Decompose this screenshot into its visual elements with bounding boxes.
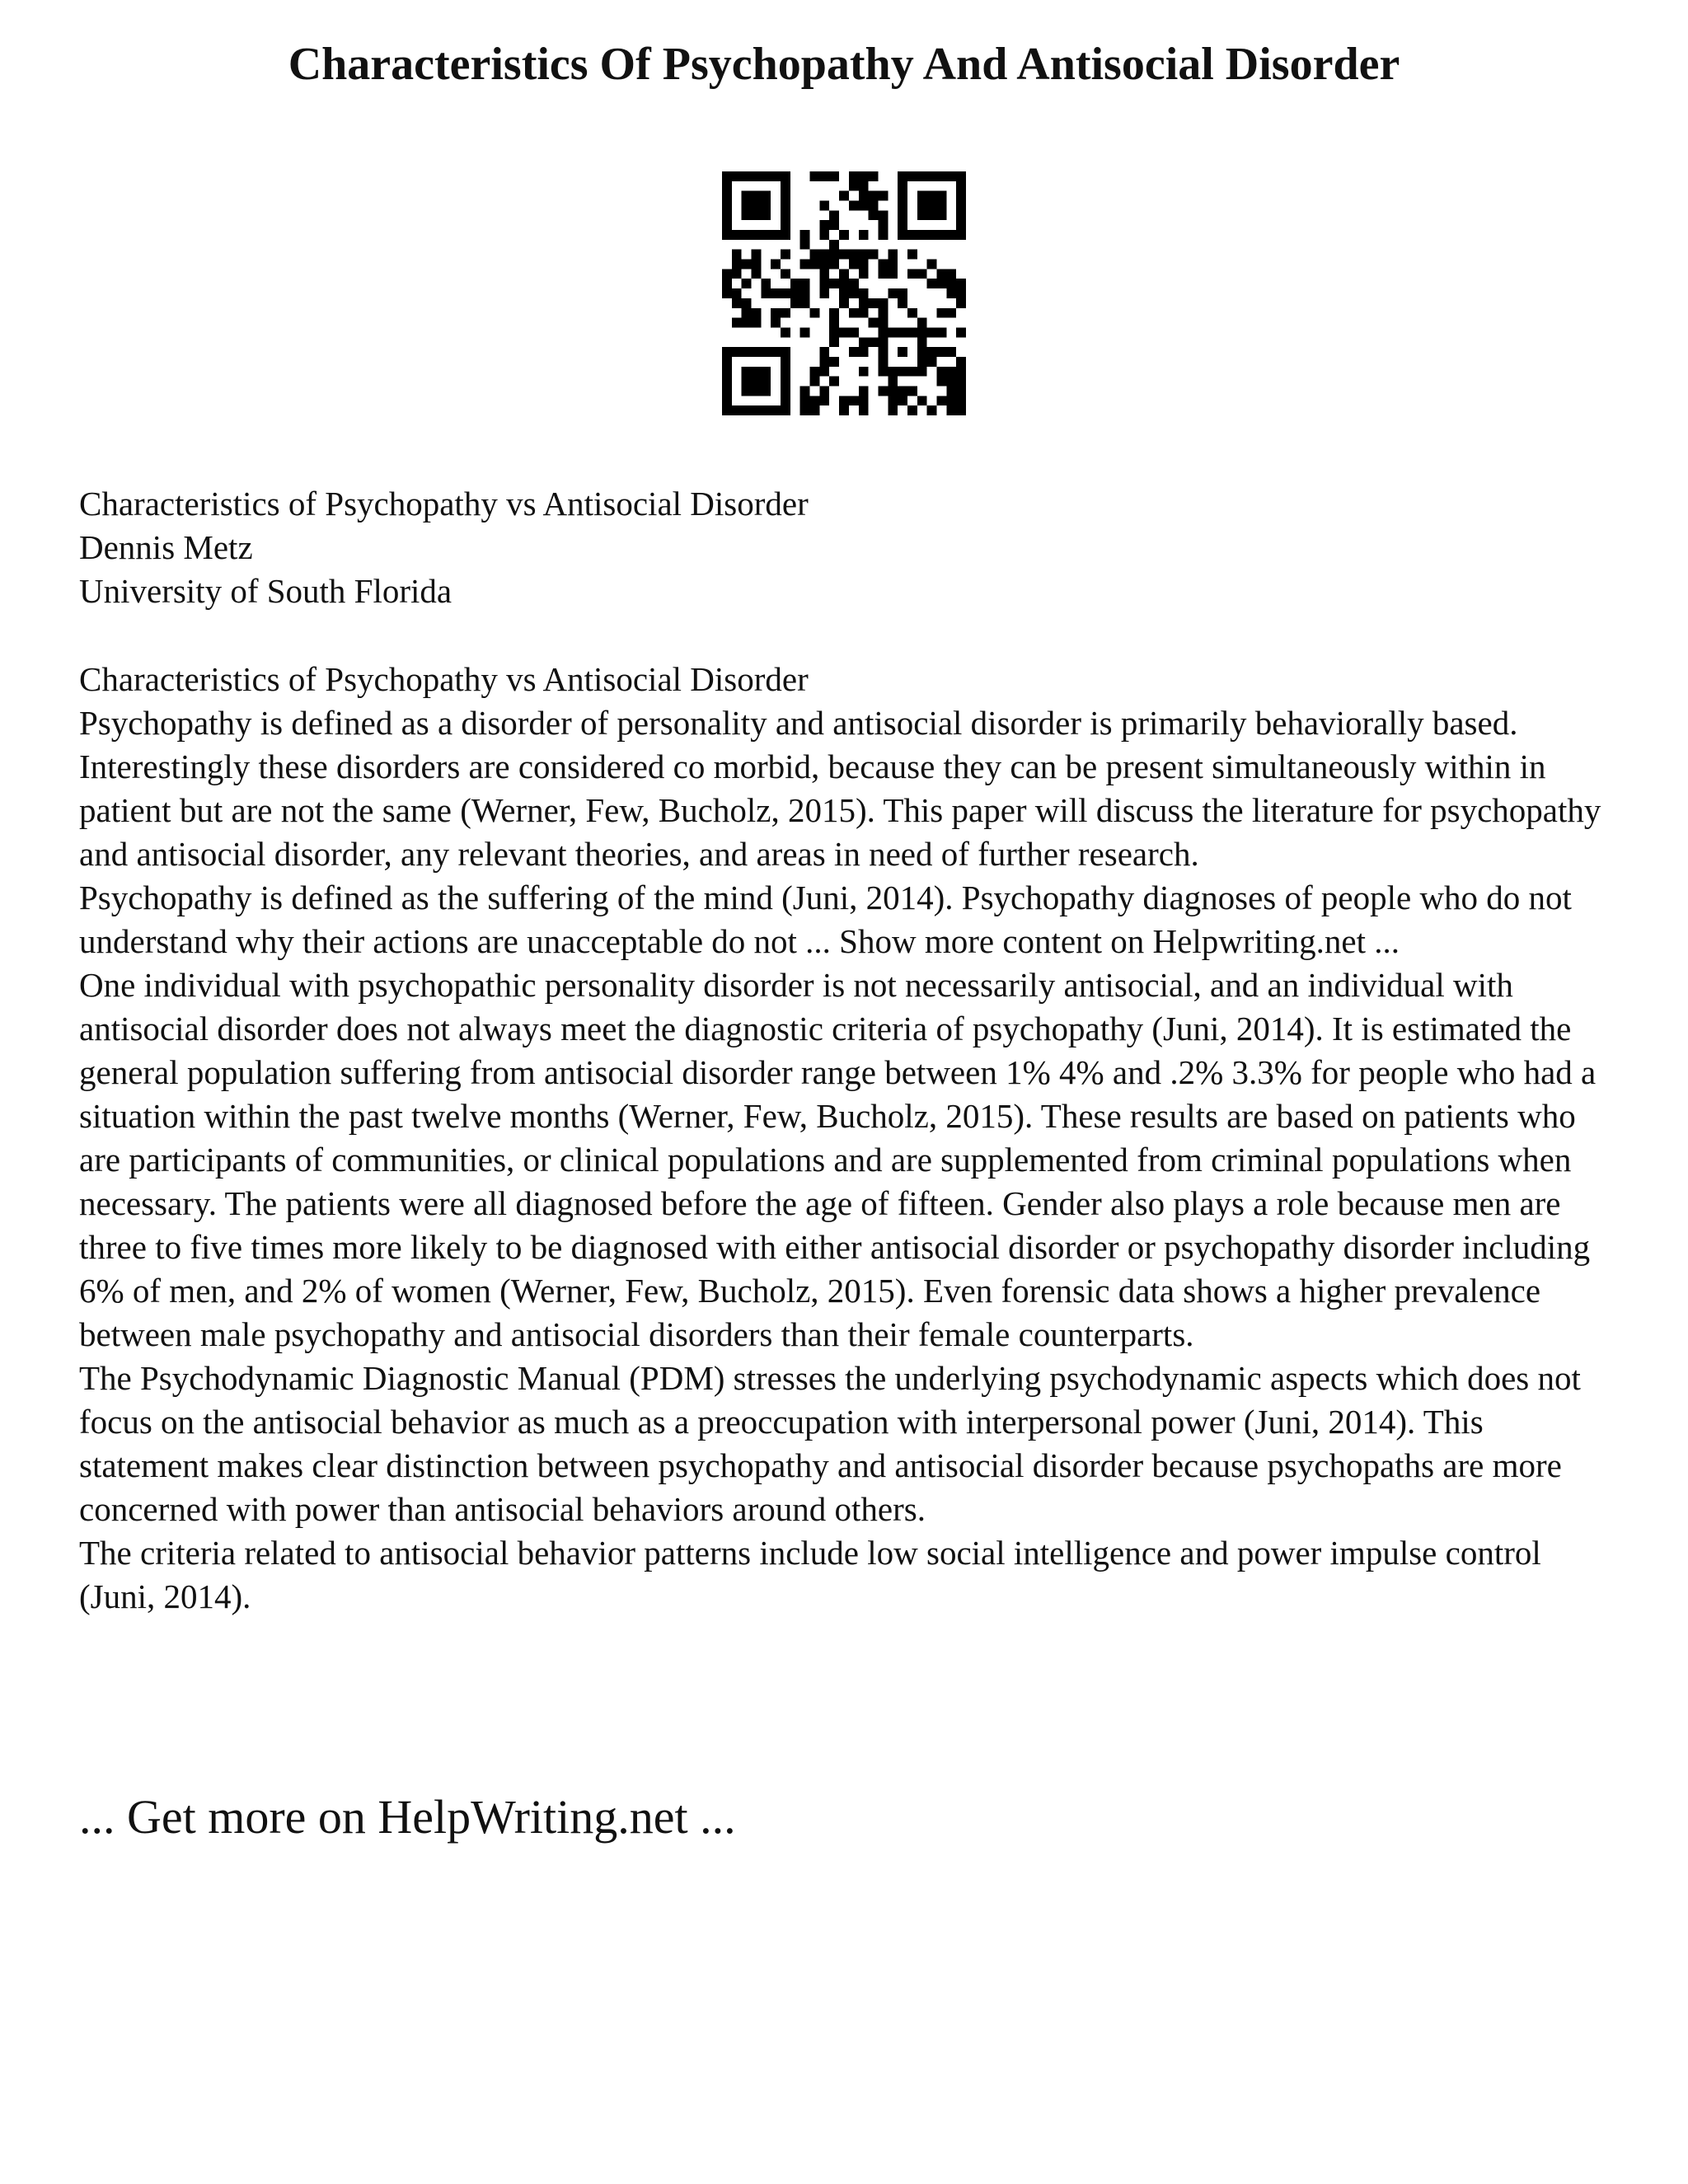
paper-header — [79, 482, 1612, 613]
get-more-link[interactable]: ... Get more on HelpWriting.net ... — [79, 1790, 736, 1844]
document-body — [79, 658, 1614, 1619]
institution-name: University of South Florida — [79, 572, 452, 610]
paragraph-2: Psychopathy is defined as the suffering of the mind (Juni, 2014). Psychopathy diagnoses of people who do not understand why their actions are unacceptable do not ... Show more content on Helpwriting.net ... — [79, 879, 1572, 960]
paragraph-3: One individual with psychopathic personality disorder is not necessarily antisocial, and an individual with antisocial disorder does not always meet the diagnostic criteria of psychopathy (Juni, 2014). It is estimated the general population suffering from antisocial disorder range between 1% 4% and .2% 3.3% for people who had a situation within the past twelve months (Werner, Few, Bucholz, 2015). These results are based on patients who are participants of communities, or clinical populations and are supplemented from criminal populations when necessary. The patients were all diagnosed before the age of fifteen. Gender also plays a role because men are three to five times more likely to be diagnosed with either antisocial disorder or psychopathy disorder including 6% of men, and 2% of women (Werner, Few, Bucholz, 2015). Even forensic data shows a higher prevalence between male psychopathy and antisocial disorders than their female counterparts. — [79, 966, 1597, 1353]
section-heading: Characteristics of Psychopathy vs Antisocial Disorder — [79, 660, 809, 698]
qr-code-icon[interactable] — [722, 171, 966, 415]
paragraph-4: The Psychodynamic Diagnostic Manual (PDM) stresses the underlying psychodynamic aspects which does not focus on the antisocial behavior as much as a preoccupation with interpersonal power (Juni, 2014). This statement makes clear distinction between psychopathy and antisocial disorder because psychopaths are more concerned with power than antisocial behaviors around others. — [79, 1359, 1581, 1528]
paragraph-1: Psychopathy is defined as a disorder of personality and antisocial disorder is primarily behaviorally based. Interestingly these disorders are considered co morbid, because they can be present simultaneously within in patient but are not the same (Werner, Few, Bucholz, 2015). This paper will discuss the literature for psychopathy and antisocial disorder, any relevant theories, and areas in need of further research. — [79, 704, 1601, 873]
document-title: Characteristics Of Psychopathy And Antisocial Disorder — [288, 39, 1400, 90]
author-name: Dennis Metz — [79, 528, 253, 566]
paper-title: Characteristics of Psychopathy vs Antisocial Disorder — [79, 485, 809, 523]
paragraph-5: The criteria related to antisocial behavior patterns include low social intelligence and power impulse control (Juni, 2014). — [79, 1534, 1541, 1615]
